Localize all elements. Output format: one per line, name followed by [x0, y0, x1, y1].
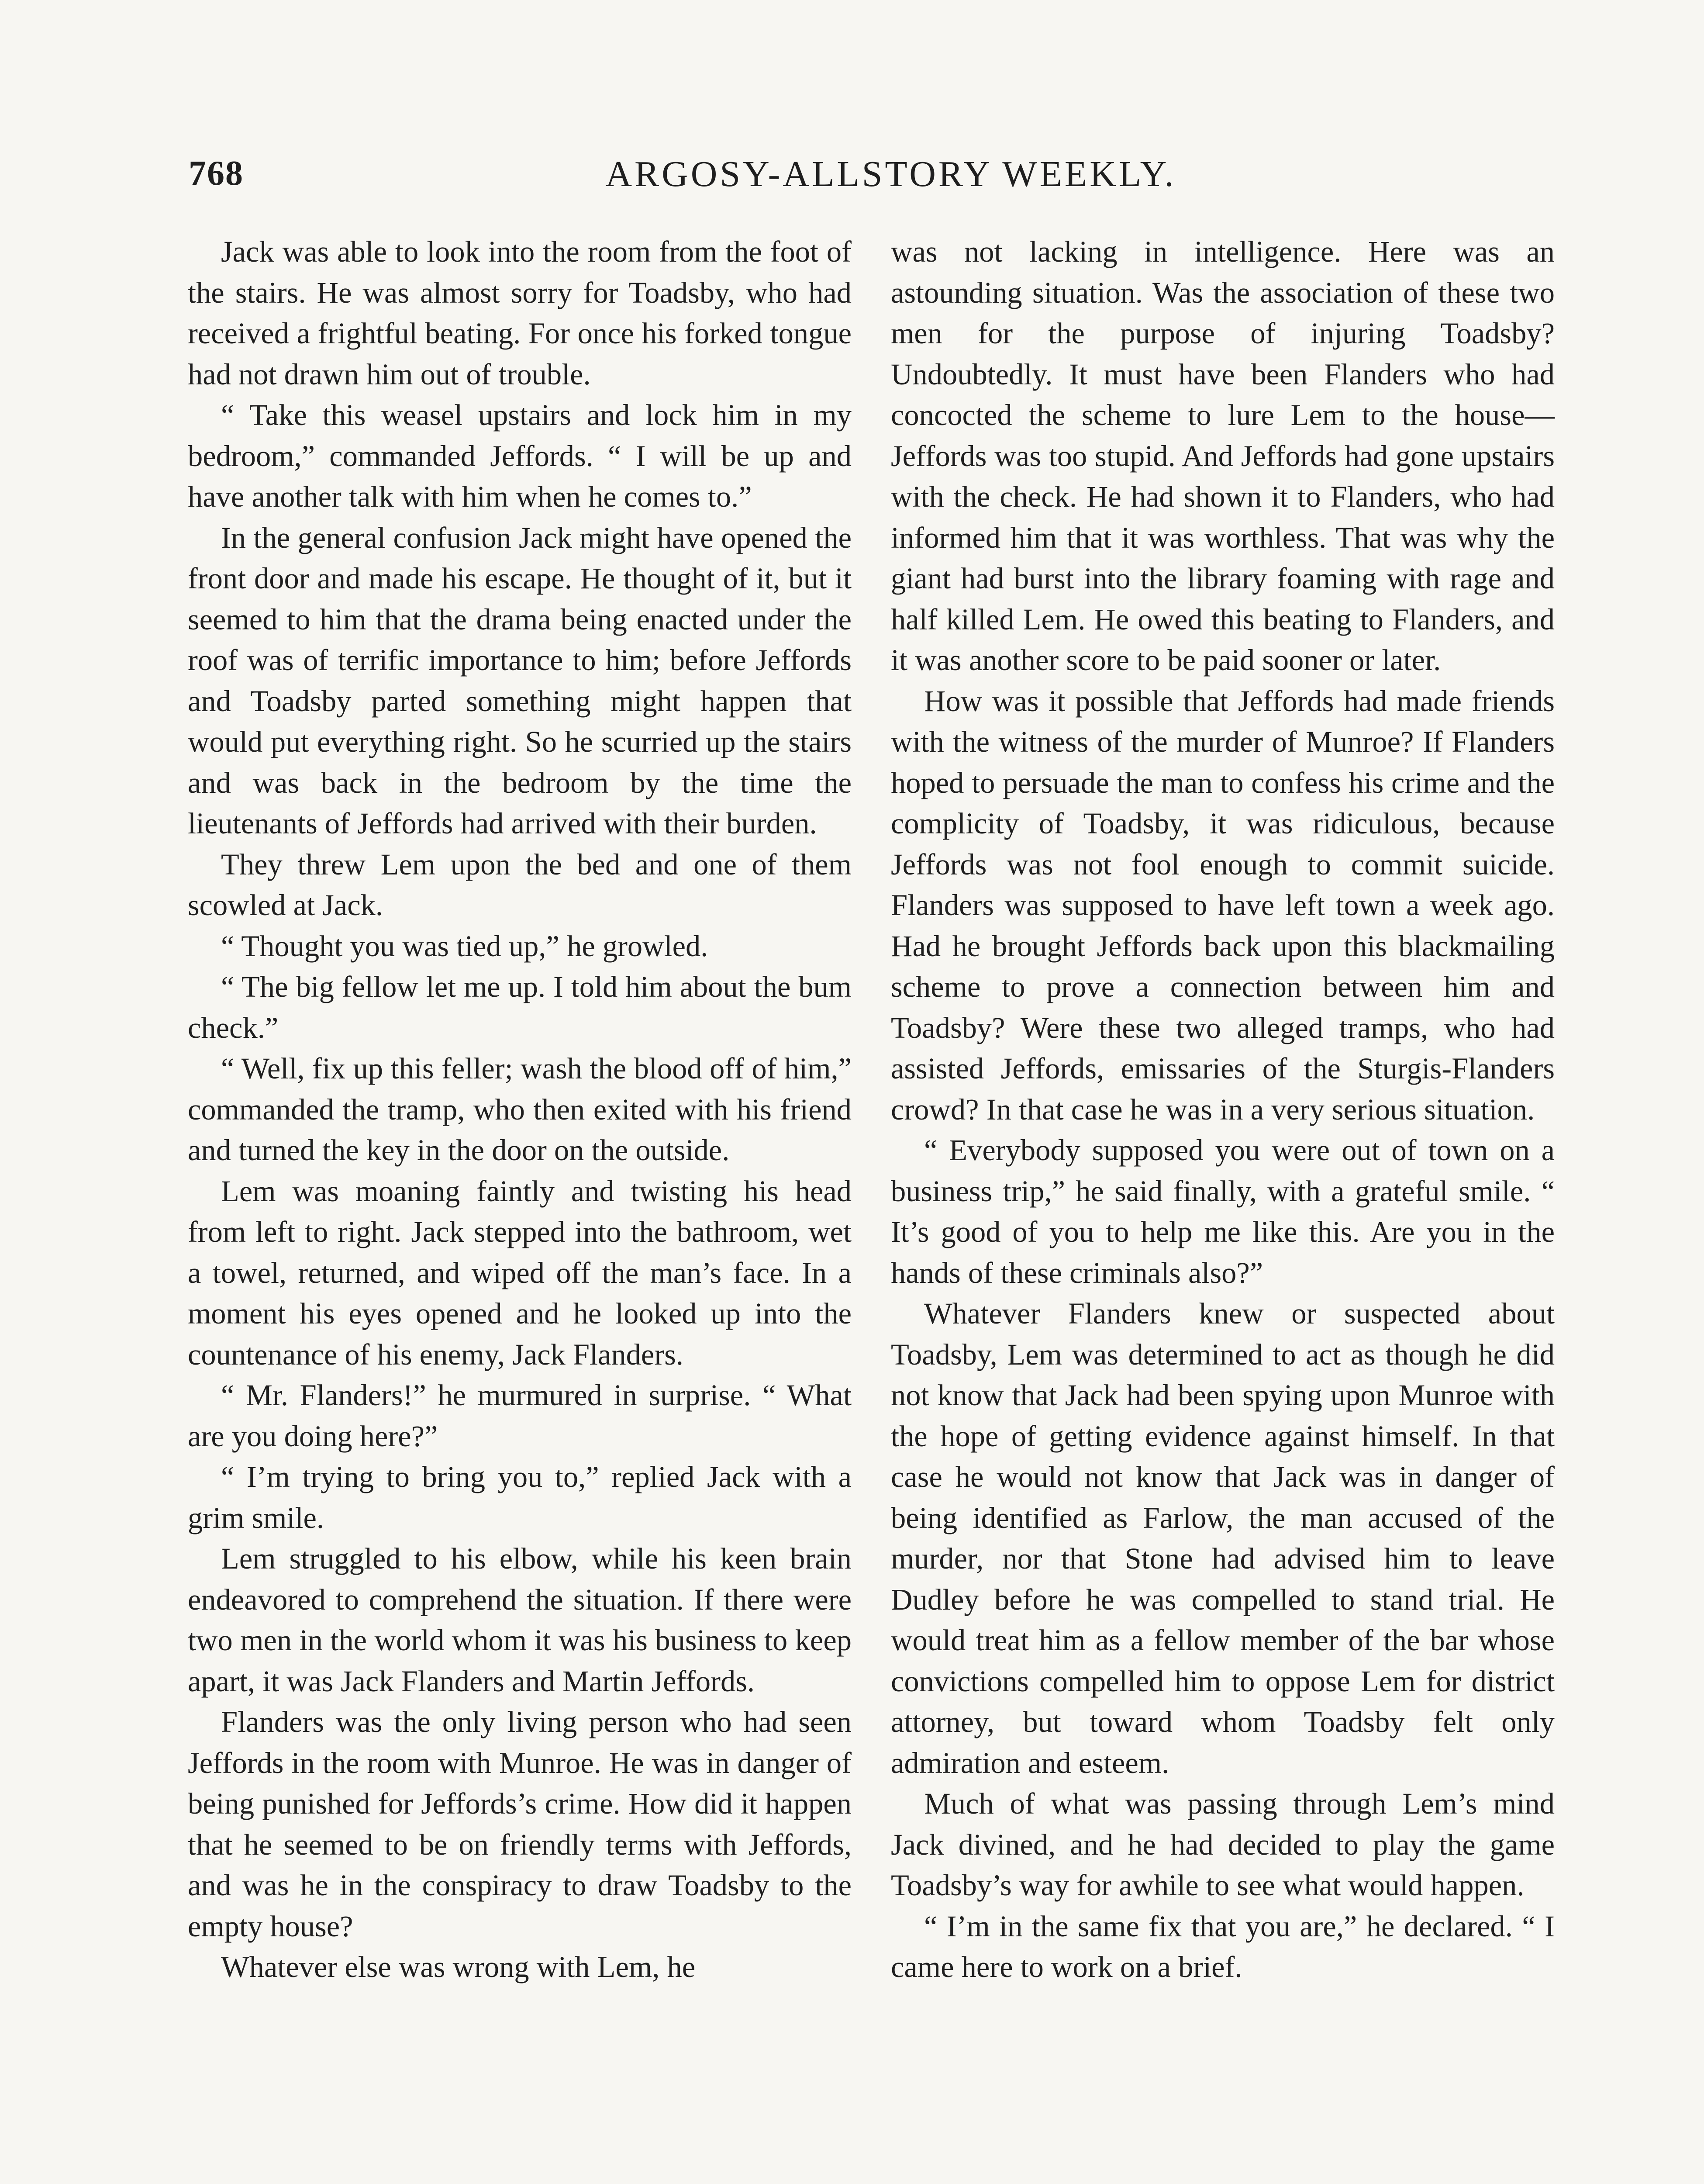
paragraph: Lem struggled to his elbow, while his keen brain endeavored to comprehend the situation. If there were two men in the world whom it was his business to keep apart, it was Jack Flanders and Martin Jeffords.	[188, 1542, 852, 1698]
paragraph: Whatever else was wrong with Lem, he	[221, 1950, 696, 1984]
paragraph: “ Take this weasel upstairs and lock him in my bedroom,” commanded Jeffords. “ I will be up and have another talk with him when he comes to.”	[188, 398, 852, 513]
paragraph: Jack was able to look into the room from the foot of the stairs. He was almost sorry for Toadsby, who had received a frightful beating. For once his forked tongue had not drawn him out of trouble.	[188, 235, 852, 391]
paragraph: In the general confusion Jack might have opened the front door and made his escape. He thought of it, but it seemed to him that the drama being enacted under the roof was of terrific importance to him; before Jeffords and Toadsby parted something might happen that would put everything right. So he scurried up the stairs and was back in the bedroom by the time the lieutenants of Jeffords had arrived with their burden.	[188, 521, 852, 840]
paragraph-continued: was not lacking in intelligence. Here was an astounding situation. Was the association of these two men for the purpose of injuring Toadsby? Undoubtedly. It must have been Flanders who had concocted the scheme to lure Lem to the house—Jeffords was too stupid. And Jeffords had gone upstairs with the check. He had shown it to Flanders, who had informed him that it was worthless. That was why the giant had burst into the library foaming with rage and half killed Lem. He owed this beating to Flanders, and it was another score to be paid sooner or later.	[891, 235, 1555, 677]
paragraph: They threw Lem upon the bed and one of them scowled at Jack.	[188, 847, 852, 922]
page-number: 768	[189, 154, 244, 193]
paragraph: Much of what was passing through Lem’s mind Jack divined, and he had decided to play the game Toadsby’s way for awhile to see what would happen.	[891, 1787, 1555, 1902]
paragraph: “ Well, fix up this feller; wash the blood off of him,” commanded the tramp, who then exited with his friend and turned the key in the door on the outside.	[188, 1052, 852, 1167]
paragraph: Whatever Flanders knew or suspected about Toadsby, Lem was determined to act as though he did not know that Jack had been spying upon Munroe with the hope of getting evidence against himself. In that case he would not know that Jack was in danger of being identified as Farlow, the man accused of the murder, nor that Stone had advised him to leave Dudley before he was compelled to stand trial. He would treat him as a fellow member of the bar whose convictions compelled him to oppose Lem for district attorney, but toward whom Toadsby felt only admiration and esteem.	[891, 1297, 1555, 1780]
page-header	[0, 0, 1704, 245]
paragraph: How was it possible that Jeffords had made friends with the witness of the murder of Munroe? If Flanders hoped to persuade the man to confess his crime and the complicity of Toadsby, it was ridiculous, because Jeffords was not fool enough to commit suicide. Flanders was supposed to have left town a week ago. Had he brought Jeffords back upon this blackmailing scheme to prove a connection between him and Toadsby? Were these two alleged tramps, who had assisted Jeffords, emissaries of the Sturgis-Flanders crowd? In that case he was in a very serious situation.	[891, 684, 1555, 1126]
paragraph: “ The big fellow let me up. I told him about the bum check.”	[188, 970, 852, 1044]
right-column	[891, 232, 1555, 1988]
paragraph: Lem was moaning faintly and twisting his head from left to right. Jack stepped into the bathroom, wet a towel, returned, and wiped off the man’s face. In a moment his eyes opened and he looked up into the countenance of his enemy, Jack Flanders.	[188, 1174, 852, 1371]
paragraph: “ Thought you was tied up,” he growled.	[221, 929, 708, 963]
paragraph: “ Everybody supposed you were out of town on a business trip,” he said finally, with a grateful smile. “ It’s good of you to help me like this. Are you in the hands of these criminals also?”	[891, 1133, 1555, 1289]
paragraph: “ Mr. Flanders!” he murmured in surprise. “ What are you doing here?”	[188, 1379, 852, 1453]
paragraph: Flanders was the only living person who had seen Jeffords in the room with Munroe. He was in danger of being punished for Jeffords’s crime. How did it happen that he seemed to be on friendly terms with Jeffords, and was he in the conspiracy to draw Toadsby to the empty house?	[188, 1705, 852, 1943]
left-column	[188, 232, 852, 1988]
paragraph: “ I’m in the same fix that you are,” he declared. “ I came here to work on a brief.	[891, 1909, 1555, 1984]
paragraph: “ I’m trying to bring you to,” replied Jack with a grim smile.	[188, 1460, 852, 1534]
running-title: ARGOSY-ALLSTORY WEEKLY.	[605, 154, 1176, 194]
